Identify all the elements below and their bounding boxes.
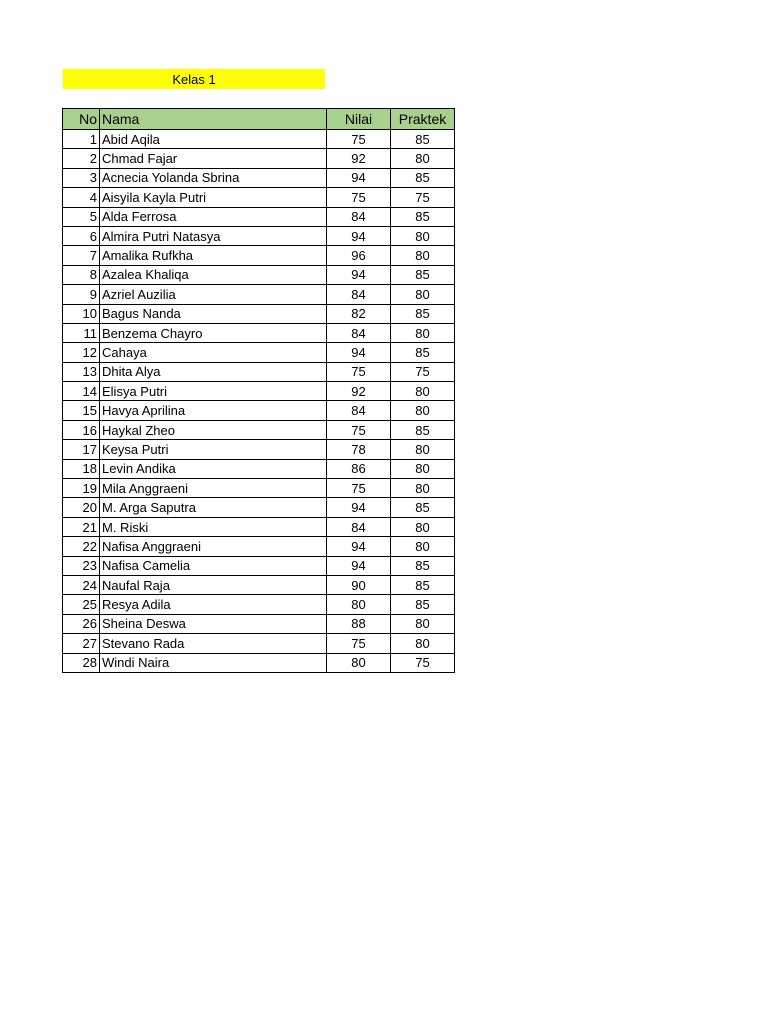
cell-nama: Cahaya <box>100 343 327 362</box>
table-row <box>63 304 455 323</box>
table-row <box>63 265 455 284</box>
cell-nama: Mila Anggraeni <box>100 479 327 498</box>
cell-no: 5 <box>63 207 100 226</box>
cell-nilai: 90 <box>327 575 391 594</box>
cell-praktek: 85 <box>391 207 455 226</box>
cell-praktek: 80 <box>391 401 455 420</box>
cell-praktek: 80 <box>391 459 455 478</box>
class-title <box>63 69 325 89</box>
cell-no: 18 <box>63 459 100 478</box>
table-row <box>63 323 455 342</box>
table-row <box>63 595 455 614</box>
cell-no: 21 <box>63 517 100 536</box>
cell-no: 6 <box>63 226 100 245</box>
cell-nilai: 84 <box>327 323 391 342</box>
table-row <box>63 246 455 265</box>
cell-nama: Keysa Putri <box>100 440 327 459</box>
table-row <box>63 440 455 459</box>
cell-nilai: 88 <box>327 614 391 633</box>
cell-praktek: 80 <box>391 285 455 304</box>
cell-no: 15 <box>63 401 100 420</box>
cell-nilai: 94 <box>327 343 391 362</box>
cell-nama: M. Riski <box>100 517 327 536</box>
grades-table <box>62 108 455 673</box>
cell-praktek: 80 <box>391 382 455 401</box>
cell-nama: Elisya Putri <box>100 382 327 401</box>
cell-no: 11 <box>63 323 100 342</box>
cell-nilai: 94 <box>327 265 391 284</box>
table-row <box>63 188 455 207</box>
table-row <box>63 226 455 245</box>
cell-no: 19 <box>63 479 100 498</box>
cell-no: 10 <box>63 304 100 323</box>
cell-nilai: 92 <box>327 149 391 168</box>
cell-nama: Haykal Zheo <box>100 420 327 439</box>
cell-no: 14 <box>63 382 100 401</box>
cell-nilai: 75 <box>327 362 391 381</box>
cell-no: 3 <box>63 168 100 187</box>
cell-nilai: 86 <box>327 459 391 478</box>
cell-nilai: 75 <box>327 634 391 653</box>
cell-praktek: 75 <box>391 653 455 672</box>
cell-nama: Bagus Nanda <box>100 304 327 323</box>
cell-praktek: 80 <box>391 440 455 459</box>
cell-praktek: 75 <box>391 188 455 207</box>
table-row <box>63 382 455 401</box>
cell-nilai: 84 <box>327 285 391 304</box>
cell-no: 27 <box>63 634 100 653</box>
cell-praktek: 80 <box>391 614 455 633</box>
cell-no: 28 <box>63 653 100 672</box>
cell-nama: Abid Aqila <box>100 130 327 149</box>
cell-praktek: 75 <box>391 362 455 381</box>
cell-praktek: 85 <box>391 130 455 149</box>
cell-praktek: 80 <box>391 149 455 168</box>
cell-nama: Amalika Rufkha <box>100 246 327 265</box>
header-nilai: Nilai <box>327 109 391 130</box>
cell-nama: Naufal Raja <box>100 575 327 594</box>
cell-no: 25 <box>63 595 100 614</box>
cell-no: 9 <box>63 285 100 304</box>
cell-nama: Sheina Deswa <box>100 614 327 633</box>
table-body <box>63 130 455 673</box>
cell-nilai: 94 <box>327 537 391 556</box>
cell-nilai: 84 <box>327 517 391 536</box>
table-row <box>63 479 455 498</box>
cell-no: 16 <box>63 420 100 439</box>
cell-nama: Dhita Alya <box>100 362 327 381</box>
cell-nama: Nafisa Camelia <box>100 556 327 575</box>
cell-praktek: 85 <box>391 420 455 439</box>
header-praktek: Praktek <box>391 109 455 130</box>
cell-nilai: 94 <box>327 498 391 517</box>
cell-nilai: 96 <box>327 246 391 265</box>
table-row <box>63 207 455 226</box>
table-row <box>63 517 455 536</box>
cell-nilai: 80 <box>327 595 391 614</box>
cell-nilai: 82 <box>327 304 391 323</box>
header-no: No <box>63 109 100 130</box>
table-row <box>63 285 455 304</box>
header-nama: Nama <box>100 109 327 130</box>
cell-praktek: 85 <box>391 595 455 614</box>
table-row <box>63 556 455 575</box>
cell-praktek: 80 <box>391 517 455 536</box>
cell-no: 8 <box>63 265 100 284</box>
cell-nilai: 94 <box>327 556 391 575</box>
cell-nilai: 92 <box>327 382 391 401</box>
cell-no: 24 <box>63 575 100 594</box>
cell-praktek: 85 <box>391 575 455 594</box>
cell-nama: M. Arga Saputra <box>100 498 327 517</box>
cell-praktek: 85 <box>391 265 455 284</box>
cell-praktek: 85 <box>391 304 455 323</box>
table-row <box>63 420 455 439</box>
cell-nama: Levin Andika <box>100 459 327 478</box>
cell-nama: Chmad Fajar <box>100 149 327 168</box>
cell-no: 12 <box>63 343 100 362</box>
cell-nama: Nafisa Anggraeni <box>100 537 327 556</box>
table-header <box>63 109 455 130</box>
cell-nilai: 75 <box>327 130 391 149</box>
cell-no: 4 <box>63 188 100 207</box>
cell-nilai: 75 <box>327 188 391 207</box>
cell-no: 7 <box>63 246 100 265</box>
cell-nama: Alda Ferrosa <box>100 207 327 226</box>
cell-nama: Stevano Rada <box>100 634 327 653</box>
table-row <box>63 498 455 517</box>
table-row <box>63 459 455 478</box>
cell-nama: Aisyila Kayla Putri <box>100 188 327 207</box>
cell-praktek: 80 <box>391 537 455 556</box>
table-row <box>63 401 455 420</box>
cell-no: 20 <box>63 498 100 517</box>
cell-praktek: 85 <box>391 168 455 187</box>
table-row <box>63 653 455 672</box>
cell-praktek: 80 <box>391 479 455 498</box>
table-row <box>63 149 455 168</box>
cell-praktek: 80 <box>391 323 455 342</box>
table-row <box>63 537 455 556</box>
cell-nama: Resya Adila <box>100 595 327 614</box>
cell-no: 1 <box>63 130 100 149</box>
cell-no: 17 <box>63 440 100 459</box>
cell-nilai: 84 <box>327 401 391 420</box>
cell-nilai: 75 <box>327 479 391 498</box>
cell-nilai: 94 <box>327 168 391 187</box>
cell-nama: Azriel Auzilia <box>100 285 327 304</box>
table-row <box>63 614 455 633</box>
cell-nilai: 94 <box>327 226 391 245</box>
cell-nilai: 78 <box>327 440 391 459</box>
cell-nama: Windi Naira <box>100 653 327 672</box>
table-row <box>63 634 455 653</box>
class-title-text: Kelas 1 <box>172 71 216 87</box>
table-row <box>63 168 455 187</box>
cell-nama: Acnecia Yolanda Sbrina <box>100 168 327 187</box>
cell-praktek: 85 <box>391 556 455 575</box>
cell-no: 2 <box>63 149 100 168</box>
cell-nilai: 75 <box>327 420 391 439</box>
cell-praktek: 80 <box>391 226 455 245</box>
cell-nilai: 80 <box>327 653 391 672</box>
cell-praktek: 85 <box>391 498 455 517</box>
cell-nilai: 84 <box>327 207 391 226</box>
header-row <box>63 109 455 130</box>
cell-nama: Almira Putri Natasya <box>100 226 327 245</box>
cell-praktek: 80 <box>391 634 455 653</box>
cell-nama: Azalea Khaliqa <box>100 265 327 284</box>
cell-nama: Havya Aprilina <box>100 401 327 420</box>
cell-no: 23 <box>63 556 100 575</box>
table-row <box>63 575 455 594</box>
cell-no: 26 <box>63 614 100 633</box>
cell-praktek: 80 <box>391 246 455 265</box>
table-row <box>63 362 455 381</box>
cell-no: 13 <box>63 362 100 381</box>
cell-nama: Benzema Chayro <box>100 323 327 342</box>
cell-no: 22 <box>63 537 100 556</box>
cell-praktek: 85 <box>391 343 455 362</box>
table-row <box>63 130 455 149</box>
table-row <box>63 343 455 362</box>
